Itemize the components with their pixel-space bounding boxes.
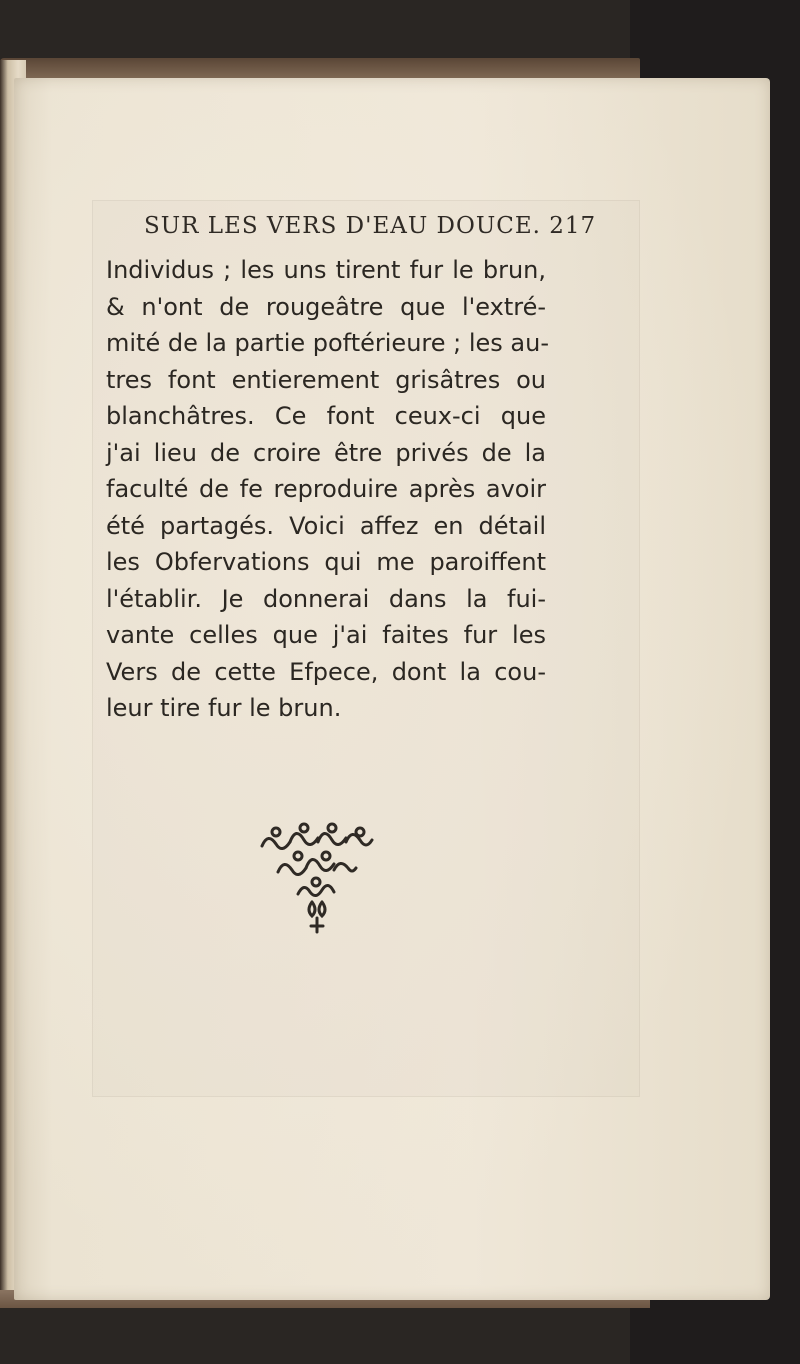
body-text	[106, 252, 549, 727]
text-line: j'ai lieu de croire être privés de la	[106, 438, 546, 467]
text-line: été partagés. Voici affez en détail	[106, 511, 546, 540]
text-line: les Obfervations qui me paroiffent	[106, 548, 546, 576]
text-line: Individus ; les uns tirent fur le brun,	[106, 256, 546, 284]
text-line: Vers de cette Efpece, dont la cou-	[106, 657, 546, 686]
text-line: & n'ont de rougeâtre que l'extré-	[106, 292, 546, 321]
text-line: mité de la partie poftérieure ; les au-	[106, 329, 549, 357]
text-line: faculté de fe reproduire après avoir	[106, 475, 546, 503]
text-line: tres font entierement grisâtres ou	[106, 365, 546, 394]
tailpiece-fleuron-icon	[254, 820, 384, 935]
text-line: leur tire fur le brun.	[106, 694, 342, 722]
text-line: vante celles que j'ai faites fur les	[106, 621, 546, 649]
text-line: blanchâtres. Ce font ceux-ci que	[106, 402, 546, 430]
running-head: SUR LES VERS D'EAU DOUCE. 217	[144, 213, 597, 239]
text-line: l'établir. Je donnerai dans la fui-	[106, 584, 546, 613]
